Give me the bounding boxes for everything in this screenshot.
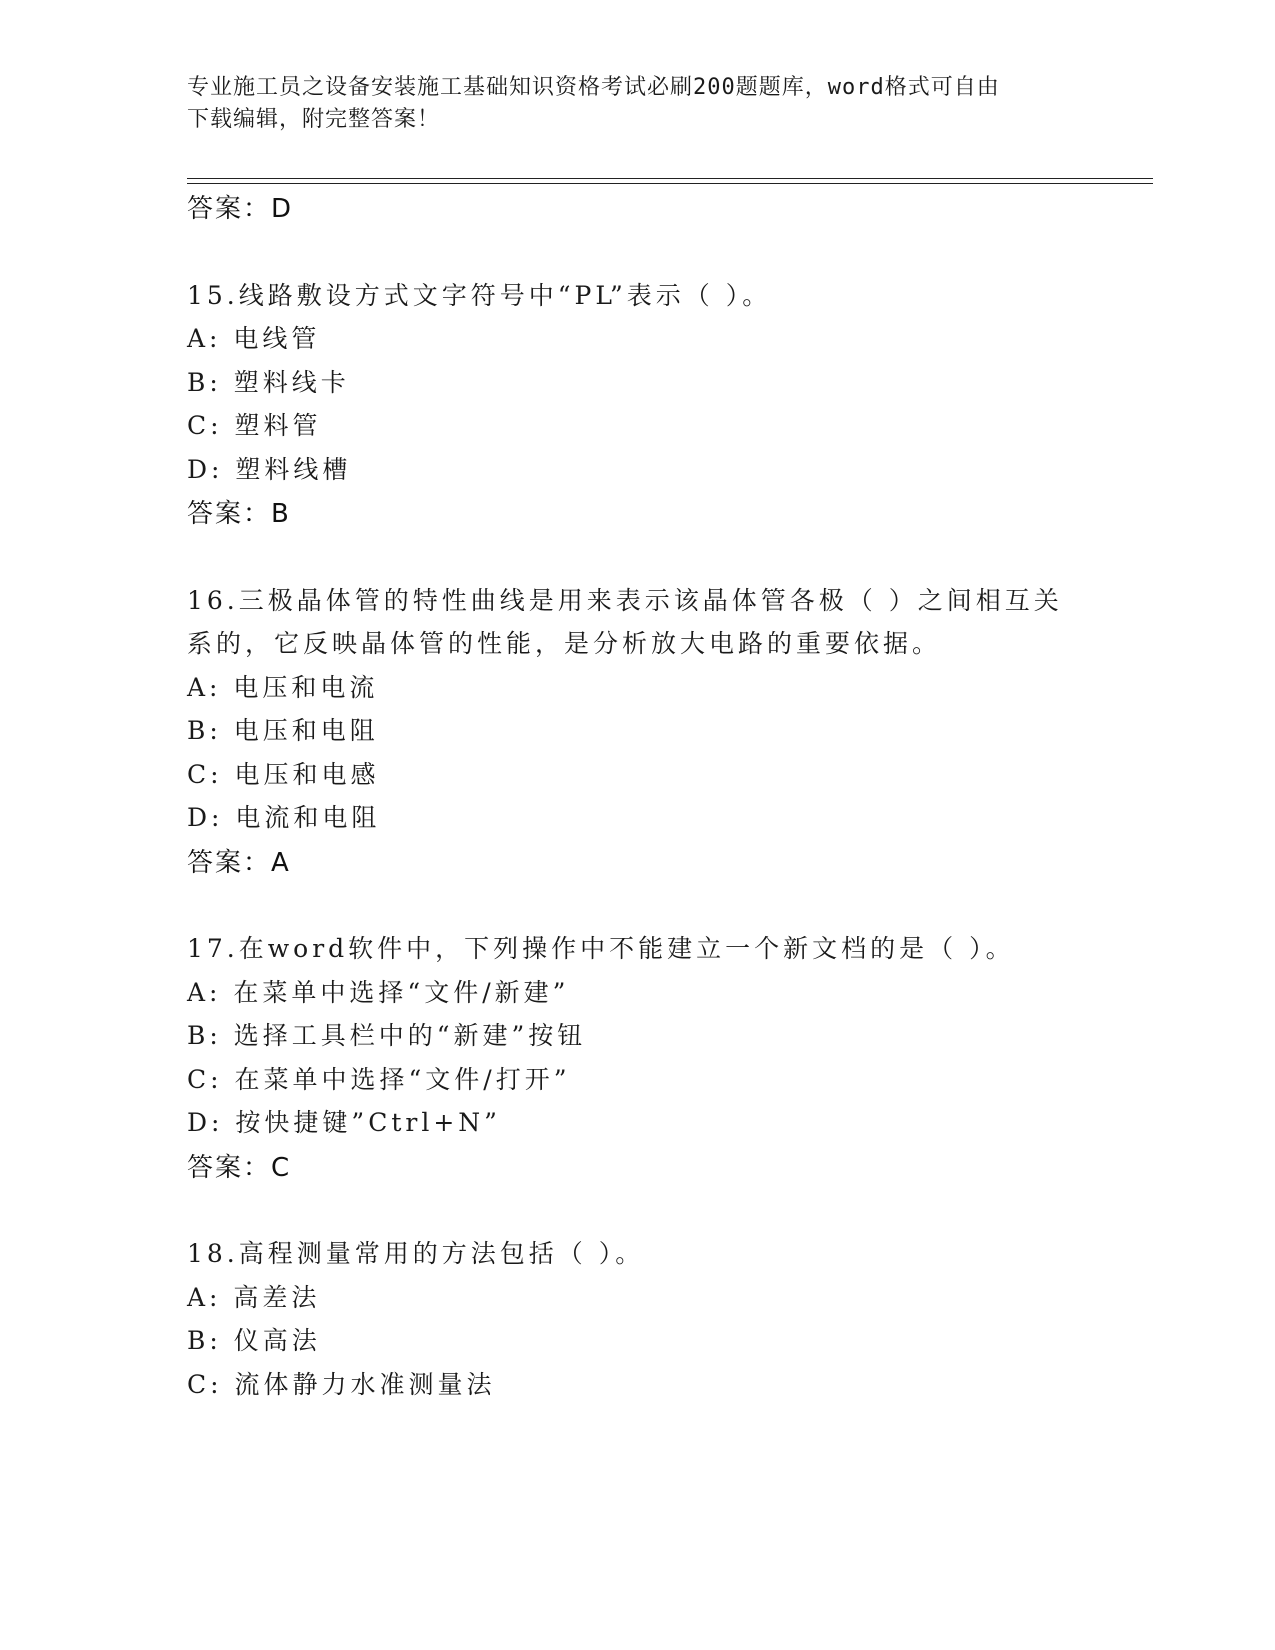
question-18-option-b: B: 仪高法 <box>187 1326 321 1355</box>
question-16-option-d: D: 电流和电阻 <box>187 803 381 832</box>
question-15-option-a: A: 电线管 <box>187 324 321 353</box>
document-header <box>187 72 1087 136</box>
question-17-answer: 答案：C <box>187 1153 292 1183</box>
question-17-option-d: D: 按快捷键”Ctrl+N” <box>187 1108 501 1137</box>
question-15-answer: 答案：B <box>187 499 291 529</box>
question-17-stem: 17.在word软件中，下列操作中不能建立一个新文档的是（ ）。 <box>187 934 1015 963</box>
question-17-option-a: A: 在菜单中选择“文件/新建” <box>187 978 570 1007</box>
question-17-option-c: C: 在菜单中选择“文件/打开” <box>187 1065 571 1094</box>
question-18-option-c: C: 流体静力水准测量法 <box>187 1370 496 1399</box>
question-16-stem-line-2: 系的，它反映晶体管的性能，是分析放大电路的重要依据。 <box>187 629 942 658</box>
question-15-stem: 15.线路敷设方式文字符号中“PL”表示（ ）。 <box>187 281 772 310</box>
header-divider-bottom <box>187 183 1153 184</box>
question-15-option-d: D: 塑料线槽 <box>187 455 352 484</box>
previous-answer: 答案：D <box>187 194 294 224</box>
question-18-stem: 18.高程测量常用的方法包括（ ）。 <box>187 1239 645 1268</box>
header-divider-top <box>187 178 1153 179</box>
question-16-option-b: B: 电压和电阻 <box>187 716 379 745</box>
question-16-answer: 答案：A <box>187 848 291 878</box>
header-line-1: 专业施工员之设备安装施工基础知识资格考试必刷200题题库，word格式可自由 <box>187 75 1000 100</box>
question-18-option-a: A: 高差法 <box>187 1283 321 1312</box>
question-17-option-b: B: 选择工具栏中的“新建”按钮 <box>187 1021 587 1050</box>
question-16-option-a: A: 电压和电流 <box>187 673 379 702</box>
question-15-option-b: B: 塑料线卡 <box>187 368 350 397</box>
question-16-stem-line-1: 16.三极晶体管的特性曲线是用来表示该晶体管各极（ ）之间相互关 <box>187 586 1063 615</box>
header-line-2: 下载编辑，附完整答案！ <box>187 107 441 132</box>
question-15-option-c: C: 塑料管 <box>187 411 322 440</box>
question-16-option-c: C: 电压和电感 <box>187 760 380 789</box>
